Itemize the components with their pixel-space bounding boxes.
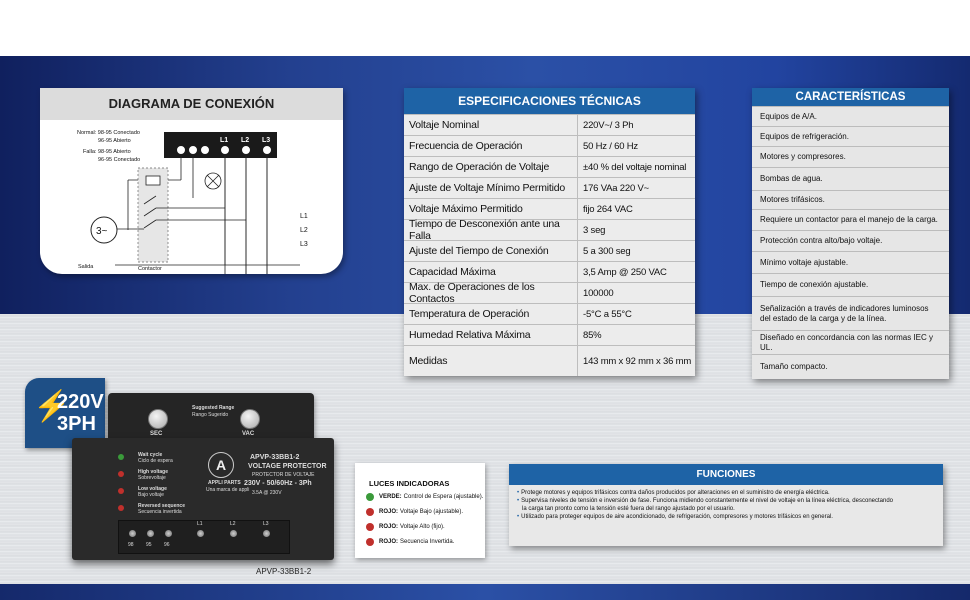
list-item: • Supervisa niveles de tensión e inversión de fase. Funciona midiendo constantemente el nivel de voltaje en la línea eléctrica, desconectando [517,498,894,504]
line-label-l3: L3 [300,241,308,248]
suggested-range-sub: Rango Sugerido [192,412,229,418]
table-row [404,324,695,345]
terminal-l3 [264,147,271,154]
terminal-label-l3: L3 [262,137,271,144]
device-caption: APVP-33BB1-2 [256,567,312,576]
spec-value: 5 a 300 seg [583,245,631,257]
function-text: la carga tan pronto como la tensión esté fuera del rango ajustado por el usuario. [522,506,735,512]
spec-key: Temperatura de Operación [404,304,578,324]
terminal-screw [230,530,237,537]
connection-diagram-card [40,88,343,274]
spec-key: Voltaje Nominal [404,115,578,135]
table-row [404,135,695,156]
spec-value: -5°C a 55°C [583,308,632,320]
terminal-96 [202,147,209,154]
indicator-es: Bajo voltaje [138,492,164,498]
spec-key: Ajuste del Tiempo de Conexión [404,241,578,261]
table-row [404,156,695,177]
wiring-diagram [40,120,343,274]
red-dot-icon [366,508,374,516]
terminal-label: 96 [164,542,170,548]
wait-led [118,454,124,460]
table-row [404,198,695,219]
spec-key: Frecuencia de Operación [404,136,578,156]
features-list [752,88,949,379]
device-terminal-strip [118,520,290,554]
brand-tagline: Una marca de appli [206,487,250,493]
technical-specs-table [404,88,695,376]
spec-value: 50 Hz / 60 Hz [583,140,638,152]
device-top-panel [108,393,314,443]
terminal-label-l2: L2 [241,137,250,144]
indicator-en: Wait cycle [138,452,163,458]
spec-key: Capacidad Máxima [404,262,578,282]
features-title: CARACTERÍSTICAS [752,88,949,106]
legend-line-3: Falla: 98-95 Abierto [83,149,131,155]
spec-key: Humedad Relativa Máxima [404,325,578,345]
table-row [404,345,695,376]
indicator-es: Ciclo de espera [138,458,173,464]
terminal-label: 95 [146,542,152,548]
contactor-label: Contactor [138,266,162,272]
brand-name: APPLI PARTS [208,480,241,486]
device-front-title: VOLTAGE PROTECTOR [248,463,327,470]
table-row [404,240,695,261]
spec-key: Rango de Operación de Voltaje [404,157,578,177]
diagram-title: DIAGRAMA DE CONEXIÓN [40,88,343,120]
light-color: ROJO: [379,524,399,530]
light-desc: Control de Espera (ajustable). [403,494,484,500]
indicator-en: High voltage [138,469,169,475]
list-item [366,523,445,531]
indicator-lights-title: LUCES INDICADORAS [369,479,450,488]
terminal-98 [178,147,185,154]
table-row [404,303,695,324]
motor-label: 3~ [96,226,108,237]
spec-value: 3 seg [583,224,606,236]
light-desc: Voltaje Bajo (ajustable). [400,509,464,515]
device-rating: 230V - 50/60Hz - 3Ph [244,480,312,487]
reversed-sequence-led [118,505,124,511]
spec-value: 3,5 Amp @ 250 VAC [583,266,667,278]
suggested-range-label: Suggested Range [192,405,235,411]
indicator-lights-card [355,463,485,558]
list-item: Diseñado en concordancia con las normas IEC y UL. [752,330,949,354]
list-item: Motores trifásicos. [752,190,949,209]
legend-line-1: Normal: 98-95 Conectado [77,130,140,136]
light-desc: Voltaje Alto (fijo). [400,524,445,530]
indicator-es: Secuencia invertida [138,509,182,515]
functions-title: FUNCIONES [509,464,943,485]
top-white-band [0,0,970,56]
spec-value: 143 mm x 92 mm x 36 mm [583,355,692,367]
sec-knob [148,409,168,429]
function-text: Utilizado para proteger equipos de aire acondicionado, de refrigeración, compresores y motores trifásicos en general. [521,514,833,520]
light-color: ROJO: [379,539,399,545]
terminal-screw [129,530,136,537]
spec-value: 220V~/ 3 Ph [583,119,634,131]
spec-value: 176 VAa 220 V~ [583,182,649,194]
vac-knob [240,409,260,429]
terminal-l2 [243,147,250,154]
light-color: ROJO: [379,509,399,515]
legend-line-2: 96-95 Abierto [98,138,131,144]
device-front-sub: PROTECTOR DE VOLTAJE [252,472,315,478]
red-dot-icon [366,523,374,531]
badge-voltage: 220V [57,391,104,413]
spec-key: Tiempo de Desconexión ante una Falla [404,220,578,240]
specs-title: ESPECIFICACIONES TÉCNICAS [404,88,695,114]
list-item: • Utilizado para proteger equipos de aire acondicionado, de refrigeración, compresores y motores trifásicos en general. [517,514,833,520]
device-front-panel [72,438,334,560]
list-item: Motores y compresores. [752,146,949,167]
terminal-l1 [222,147,229,154]
terminal-screw [165,530,172,537]
table-row [404,261,695,282]
lightning-icon: ⚡ [33,390,71,423]
sec-knob-label: SEC [150,431,163,437]
terminal-screw [263,530,270,537]
list-item: Tiempo de conexión ajustable. [752,273,949,296]
light-color: VERDE: [379,494,402,500]
green-dot-icon [366,493,374,501]
indicator-en: Reversed sequence [138,503,185,509]
spec-value: 100000 [583,287,614,299]
line-label-l2: L2 [300,227,308,234]
output-label: Salida [78,264,94,270]
terminal-95 [190,147,197,154]
list-item: Equipos de A/A. [752,106,949,126]
high-voltage-led [118,471,124,477]
list-item [366,538,454,546]
terminal-screw [147,530,154,537]
list-item [366,493,483,501]
table-row [404,114,695,135]
list-item: Bombas de agua. [752,167,949,190]
spec-key: Max. de Operaciones de los Contactos [404,283,578,303]
legend-line-4: 96-95 Conectado [98,157,141,163]
indicator-en: Low voltage [138,486,167,492]
device-contact-rating: 3.5A @ 230V [252,490,282,496]
list-item: Requiere un contactor para el manejo de la carga. [752,209,949,230]
table-row [404,177,695,198]
spec-key: Medidas [404,346,578,376]
terminal-label: L2 [230,521,236,527]
list-item: Equipos de refrigeración. [752,126,949,146]
functions-card [509,464,943,546]
brand-logo-icon: A [208,452,234,478]
spec-value: ±40 % del voltaje nominal [583,161,687,173]
spec-value: fijo 264 VAC [583,203,633,215]
terminal-label: L1 [197,521,203,527]
vac-knob-label: VAC [242,431,255,437]
low-voltage-led [118,488,124,494]
list-item [366,508,463,516]
list-item: Tamaño compacto. [752,354,949,379]
bottom-blue-band [0,584,970,600]
badge-phase: 3PH [57,413,96,435]
list-item: Protección contra alto/bajo voltaje. [752,230,949,251]
list-item: Señalización a través de indicadores luminosos del estado de la carga y de la línea. [752,296,949,330]
light-desc: Secuencia Invertida. [400,539,455,545]
function-text: Supervisa niveles de tensión e inversión de fase. Funciona midiendo constantemente el nivel de voltaje en la línea eléctrica, desconectando [521,498,894,504]
red-dot-icon [366,538,374,546]
terminal-label: 98 [128,542,134,548]
table-row [404,282,695,303]
contactor-coil [146,176,160,185]
list-item [517,505,943,513]
list-item: Mínimo voltaje ajustable. [752,251,949,273]
table-row [404,219,695,240]
terminal-label-l1: L1 [220,137,229,144]
indicator-es: Sobrevoltaje [138,475,166,481]
spec-key: Voltaje Máximo Permitido [404,199,578,219]
function-text: Protege motores y equipos trifásicos contra daños producidos por alteraciones en el suministro de energía eléctrica. [521,490,830,496]
terminal-screw [197,530,204,537]
terminal-label: L3 [263,521,269,527]
line-label-l1: L1 [300,213,308,220]
spec-key: Ajuste de Voltaje Mínimo Permitido [404,178,578,198]
spec-value: 85% [583,329,602,341]
device-model: APVP-33BB1-2 [250,454,300,461]
list-item: • Protege motores y equipos trifásicos contra daños producidos por alteraciones en el suministro de energía eléctrica. [517,490,830,496]
